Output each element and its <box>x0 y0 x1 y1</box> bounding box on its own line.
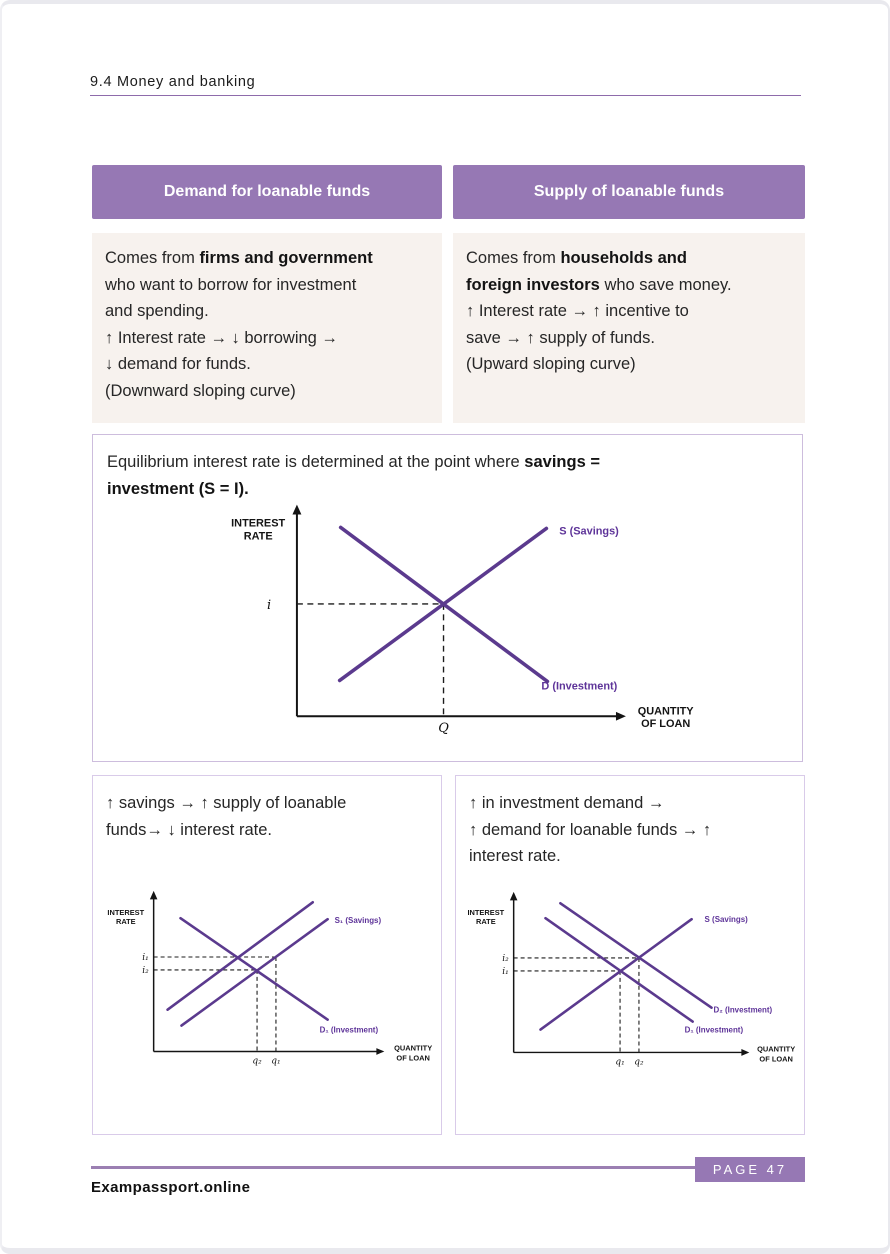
page-number-badge <box>695 1157 805 1182</box>
demand-line-3: and spending. <box>105 302 209 321</box>
q2-tick: q₂ <box>252 1056 262 1067</box>
equilibrium-rate-tick: i <box>267 597 272 613</box>
x-axis-label-line1: QUANTITY <box>394 1043 433 1053</box>
i1-tick: i₁ <box>142 952 149 963</box>
y-axis-label-line1: INTEREST <box>467 908 505 918</box>
demand-line-2: who want to borrow for investment <box>105 275 357 294</box>
x-axis-label-line1: QUANTITY <box>637 705 694 718</box>
q1-tick: q₁ <box>615 1057 625 1068</box>
savings-curve <box>541 919 692 1029</box>
footer-brand: Exampassport.online <box>91 1179 251 1196</box>
x-axis-label-line1: QUANTITY <box>757 1044 796 1054</box>
equilibrium-line-2: investment (S = I). <box>107 480 249 498</box>
supply-line-3: ↑ Interest rate → ↑ incentive to <box>466 302 689 321</box>
supply-header-label: Supply of loanable funds <box>533 183 725 200</box>
q2-tick: q₂ <box>634 1057 644 1068</box>
x-axis-arrow <box>741 1049 749 1056</box>
investment-curve-label: D (Investment) <box>541 680 618 693</box>
x-axis-label-line2: OF LOAN <box>759 1054 793 1064</box>
savings-curve-label: S (Savings) <box>704 915 748 925</box>
supply-line-1: Comes from households and <box>466 249 687 267</box>
y-axis-label-line1: INTEREST <box>107 908 145 918</box>
savings-curve-label: S (Savings) <box>559 525 619 538</box>
footer-rule <box>91 1166 695 1169</box>
investment-curve-shifted <box>560 903 711 1007</box>
equilibrium-box <box>92 434 803 762</box>
investment-curve <box>180 918 327 1019</box>
x-axis-arrow <box>376 1048 384 1055</box>
supply-line-4: save → ↑ supply of funds. <box>466 328 655 347</box>
demand-header-box <box>92 165 442 219</box>
investment-shift-panel <box>455 775 805 1135</box>
main-loanable-funds-graph <box>93 435 802 761</box>
demand-line-6: (Downward sloping curve) <box>105 381 296 400</box>
x-axis-arrow <box>616 712 626 721</box>
equilibrium-line-1: Equilibrium interest rate is determined at the point where savings = <box>107 453 600 471</box>
title-rule <box>90 95 801 96</box>
y-axis-label-line2: RATE <box>243 530 273 543</box>
page-number-label: PAGE 47 <box>712 1162 788 1177</box>
demand-cell <box>92 233 442 423</box>
investment-shift-caption: ↑ in investment demand → ↑ demand for loanable funds → ↑ interest rate. <box>469 794 712 866</box>
i2-tick: i₂ <box>142 965 149 976</box>
i1-tick: i₁ <box>502 966 509 977</box>
section-title: 9.4 Money and banking <box>90 74 256 90</box>
investment-shift-graph <box>456 776 804 1134</box>
investment1-curve-label: D₁ (Investment) <box>684 1025 744 1035</box>
demand-line-1: Comes from firms and government <box>105 249 373 267</box>
supply-cell <box>453 233 805 423</box>
savings-shift-caption: ↑ savings → ↑ supply of loanable funds→ ↓ interest rate. <box>106 794 347 839</box>
demand-line-5: ↓ demand for funds. <box>105 355 251 374</box>
supply-line-5: (Upward sloping curve) <box>466 355 636 374</box>
equilibrium-qty-tick: Q <box>438 721 449 737</box>
investment-curve-label: D₁ (Investment) <box>319 1025 379 1035</box>
q1-tick: q₁ <box>271 1056 281 1067</box>
supply-header-box <box>453 165 805 219</box>
demand-line-4: ↑ Interest rate → ↓ borrowing → <box>105 328 338 347</box>
savings-shift-panel <box>92 775 442 1135</box>
savings-shift-graph <box>93 776 441 1134</box>
x-axis-label-line2: OF LOAN <box>641 718 691 731</box>
savings-curve-label: S₁ (Savings) <box>334 916 382 926</box>
y-axis-label-line2: RATE <box>115 917 136 927</box>
supply-line-2: foreign investors who save money. <box>466 275 732 294</box>
y-axis-label-line1: INTEREST <box>231 517 286 530</box>
demand-header-label: Demand for loanable funds <box>163 183 371 200</box>
investment2-curve-label: D₂ (Investment) <box>713 1005 773 1015</box>
i2-tick: i₂ <box>502 953 509 964</box>
x-axis-label-line2: OF LOAN <box>396 1053 430 1063</box>
y-axis-label-line2: RATE <box>475 917 496 927</box>
